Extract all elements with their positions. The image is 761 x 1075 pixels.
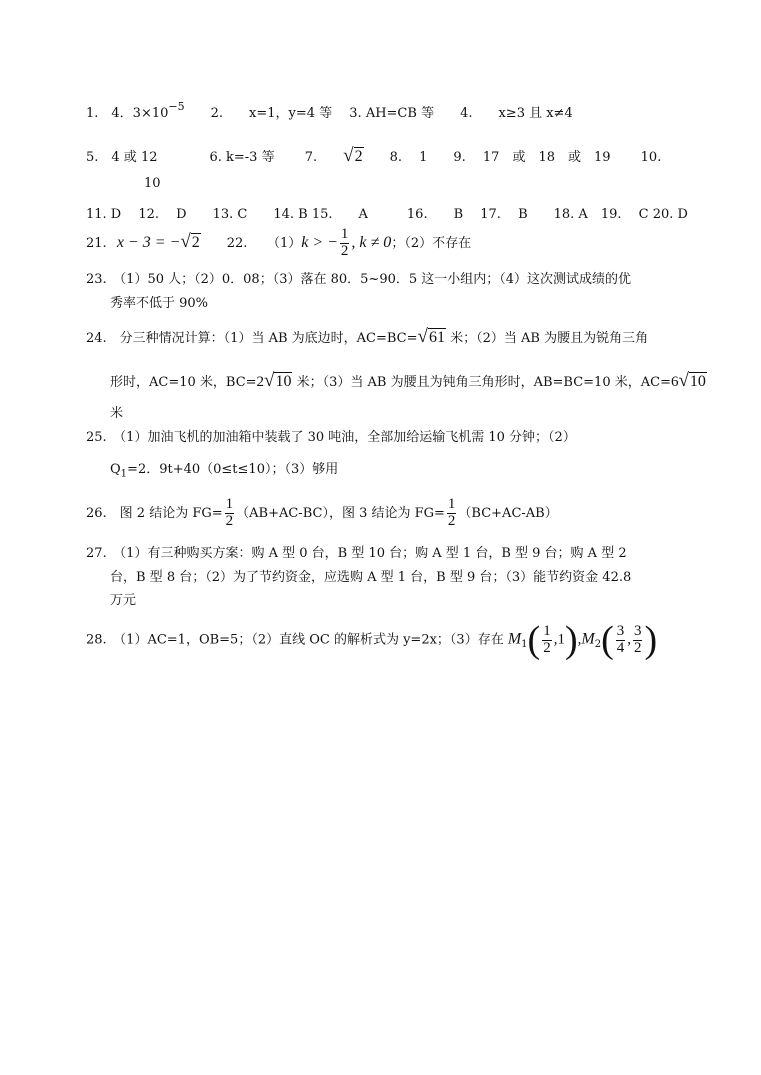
answer-27-line-2 xyxy=(110,566,631,585)
fraction-denominator: 2 xyxy=(340,242,349,259)
sqrt-2-expression: √2 xyxy=(343,145,363,166)
fraction-denominator: 2 xyxy=(633,639,642,656)
answer-row-1-4 xyxy=(86,100,573,121)
point-m2-x-fraction xyxy=(616,624,626,657)
sqrt-10-expression-2: √10 xyxy=(678,370,706,391)
answer-24-text-3: 形时，AC=10 米，BC= xyxy=(110,375,257,390)
answer-10-value xyxy=(144,176,161,191)
answer-1-exponent: −5 xyxy=(168,100,185,113)
answer-25-line-2 xyxy=(110,458,338,480)
q-symbol: Q xyxy=(110,462,121,477)
answer-23-line-1 xyxy=(86,268,631,287)
sqrt-61-radicand: 61 xyxy=(428,329,445,346)
answer-24-line-1 xyxy=(86,326,648,348)
answer-23-text-1: 23. （1）50 人；（2）0．08；（3）落在 80．5~90．5 这一小组内；（4）这次测试成绩的优 xyxy=(86,272,632,287)
answer-28-line xyxy=(86,618,657,662)
point-m1-subscript: 1 xyxy=(521,639,528,651)
point-m1-y: ,1 xyxy=(553,631,565,648)
sqrt-10-radicand: 10 xyxy=(275,373,292,390)
answers-11-20-text: 11. D 12. D 13. C 14. B 15. A 16. B 17. B 18. A 19. C 20. D xyxy=(86,207,688,222)
answer-26-text-1: 26. 图 2 结论为 FG= xyxy=(86,505,223,521)
answer-22-fraction xyxy=(340,227,350,260)
answer-23-line-2 xyxy=(110,292,208,311)
fraction-numerator: 1 xyxy=(543,622,551,639)
fraction-numerator: 1 xyxy=(340,226,349,242)
point-m2-label: M xyxy=(581,630,595,648)
right-paren: ) xyxy=(564,619,578,661)
fraction-numerator: 3 xyxy=(616,622,625,639)
sqrt-10-expression: √10 xyxy=(264,370,292,391)
answer-27-text-1: 27. （1）有三种购买方案：购 A 型 0 台，B 型 10 台；购 A 型 1 台，B 型 9 台；购 A 型 2 xyxy=(86,546,627,561)
answer-22-inequality: k > − xyxy=(301,233,338,251)
answers-8-10-text: 8. 1 9. 17 或 18 或 19 10. xyxy=(363,150,662,165)
comma: , xyxy=(577,631,582,648)
fraction-numerator: 1 xyxy=(447,496,456,512)
point-m2-subscript: 2 xyxy=(594,639,602,651)
comma: , xyxy=(627,631,631,648)
answer-24-line-3 xyxy=(110,402,123,421)
answer-25-text-1: 25. （1）加油飞机的加油箱中装载了 30 吨油，全部加给运输飞机需 10 分钟；（2） xyxy=(86,430,576,445)
answer-27-text-3: 万元 xyxy=(110,593,137,608)
answer-26-line xyxy=(86,497,558,530)
answer-25-text-2: =2．9t+40（0≤t≤10）；（3）够用 xyxy=(127,462,339,477)
fraction-denominator: 2 xyxy=(447,512,456,529)
answers-5-7-text: 5. 4 或 12 6. k=-3 等 7. xyxy=(86,150,344,165)
sqrt-61-expression: √61 xyxy=(417,326,445,347)
answer-22-number: 22. （1） xyxy=(200,235,302,251)
point-m1-x-fraction xyxy=(542,624,552,657)
answer-24-text-4: 米；（3）当 AB 为腰且为钝角三角形时，AB=BC=10 米，AC= xyxy=(292,375,671,390)
fraction-half-2 xyxy=(447,497,457,530)
point-m1-label: M xyxy=(507,630,522,648)
fraction-denominator: 2 xyxy=(225,512,234,529)
answers-2-4-text: 2. x=1，y=4 等 3. AH=CB 等 4. x≥3 且 x≠4 xyxy=(184,106,573,121)
answer-24-text-2: 米；（2）当 AB 为腰且为锐角三角 xyxy=(445,331,649,346)
answer-10-text: 10 xyxy=(144,176,161,191)
answer-24-text-5: 米 xyxy=(110,406,124,421)
answer-row-21-22 xyxy=(86,227,471,260)
answer-27-text-2: 台，B 型 8 台；（2）为了节约资金，应选购 A 型 1 台，B 型 9 台；（3）能节约资金 42.8 xyxy=(110,570,632,585)
answer-22-rest: ；（2）不存在 xyxy=(391,235,472,251)
right-paren: ) xyxy=(644,619,658,661)
fraction-denominator: 4 xyxy=(616,639,625,656)
sqrt-10-radicand-2: 10 xyxy=(689,373,706,390)
answer-row-11-20 xyxy=(86,203,688,222)
answer-21-radicand: 2 xyxy=(191,233,200,251)
point-m2-y-fraction xyxy=(633,624,643,657)
coefficient-6: 6 xyxy=(670,374,679,390)
answer-22-condition: , k ≠ 0 xyxy=(351,233,392,251)
answer-23-text-2: 秀率不低于 90% xyxy=(110,296,209,311)
left-paren: ( xyxy=(527,619,541,661)
fraction-half-1 xyxy=(225,497,235,530)
left-paren: ( xyxy=(601,619,614,661)
answer-27-line-1 xyxy=(86,542,627,561)
answer-21-equation: x − 3 = − xyxy=(116,233,181,251)
sqrt-2-radicand: 2 xyxy=(354,148,363,165)
answer-21-number: 21. xyxy=(86,235,107,251)
answer-24-text-1: 24. 分三种情况计算：（1）当 AB 为底边时，AC=BC= xyxy=(86,331,418,346)
answer-26-text-3: （BC+AC-AB） xyxy=(458,505,558,521)
answer-21-sqrt: √2 xyxy=(180,230,200,252)
answer-24-line-2 xyxy=(110,370,707,392)
fraction-numerator: 1 xyxy=(225,496,234,512)
answer-28-text: 28. （1）AC=1，OB=5；（2）直线 OC 的解析式为 y=2x；（3）存在 xyxy=(86,632,508,648)
answer-26-text-2: （AB+AC-BC），图 3 结论为 FG= xyxy=(236,505,445,521)
fraction-denominator: 2 xyxy=(543,639,551,656)
answer-1-text: 1. 4．3×10 xyxy=(86,106,169,121)
q-subscript: 1 xyxy=(120,468,128,480)
fraction-numerator: 3 xyxy=(633,622,642,639)
answer-row-5-10 xyxy=(86,145,661,167)
answer-25-line-1 xyxy=(86,426,576,445)
coefficient-2: 2 xyxy=(256,374,265,390)
answer-27-line-3 xyxy=(110,589,136,608)
